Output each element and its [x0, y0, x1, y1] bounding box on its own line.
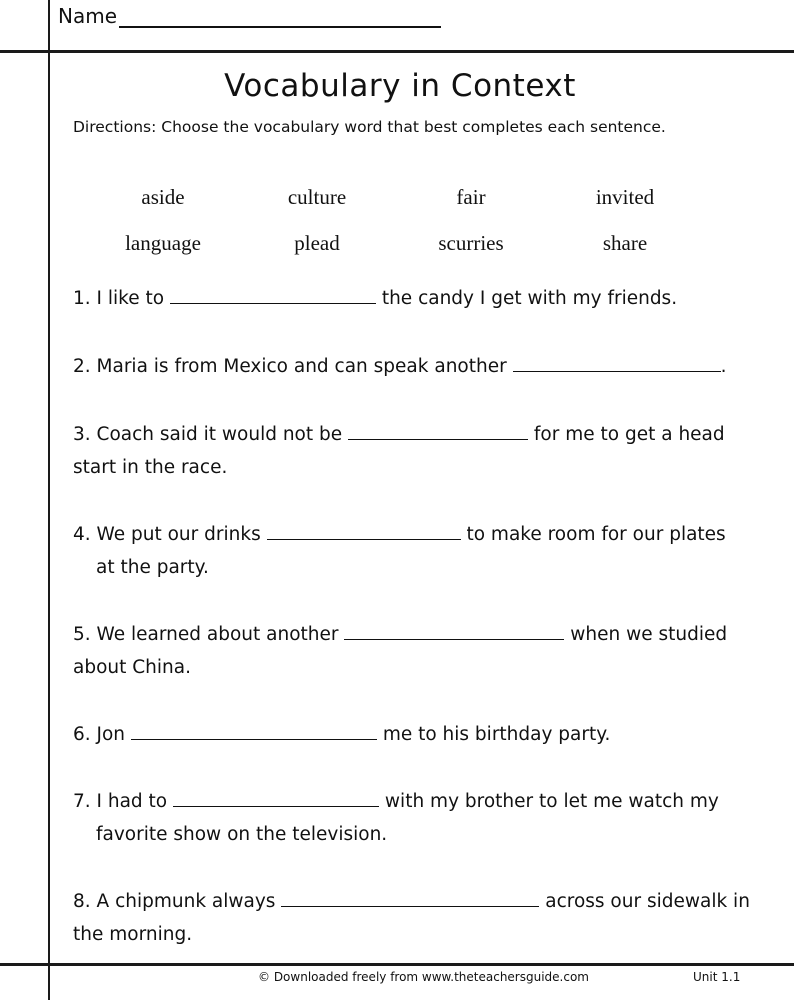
- word-bank-word: share: [602, 231, 648, 255]
- question-text: across our sidewalk in: [545, 891, 750, 912]
- question-1: [73, 282, 773, 315]
- question-text: the candy I get with my friends.: [381, 288, 678, 309]
- answer-blank[interactable]: [348, 420, 528, 440]
- directions: [73, 118, 693, 137]
- name-blank[interactable]: [119, 6, 441, 28]
- answer-blank[interactable]: [173, 787, 379, 807]
- word-bank-row: [86, 231, 706, 277]
- word-bank-row: [86, 185, 706, 231]
- answer-blank[interactable]: [267, 520, 461, 540]
- question-continuation: the morning.: [73, 924, 193, 945]
- answer-blank[interactable]: [281, 887, 539, 907]
- answer-blank[interactable]: [513, 352, 721, 372]
- word-bank-word: invited: [595, 185, 655, 209]
- question-continuation: about China.: [73, 657, 191, 678]
- word-bank-word: language: [125, 231, 201, 255]
- directions-text: Choose the vocabulary word that best completes each sentence.: [161, 118, 666, 136]
- header-rule: [0, 50, 794, 53]
- question-text: me to his birthday party.: [382, 724, 611, 745]
- question-text: 4. We put our drinks: [73, 524, 261, 545]
- word-bank-word: fair: [456, 185, 486, 209]
- question-text: for me to get a head: [533, 424, 725, 445]
- word-bank-word: aside: [141, 185, 185, 209]
- name-field: [58, 4, 441, 28]
- question-2: [73, 350, 773, 383]
- footer-unit: Unit 1.1: [693, 970, 741, 984]
- word-bank-word: scurries: [438, 231, 504, 255]
- margin-line: [48, 0, 50, 1000]
- question-3: [73, 418, 773, 484]
- question-text: when we studied: [570, 624, 728, 645]
- name-label: Name: [58, 4, 118, 28]
- question-text: 3. Coach said it would not be: [73, 424, 343, 445]
- question-text: 2. Maria is from Mexico and can speak another: [73, 356, 507, 377]
- question-text: with my brother to let me watch my: [384, 791, 719, 812]
- footer-source: © Downloaded freely from www.theteachersguide.com: [258, 970, 589, 984]
- answer-blank[interactable]: [170, 284, 376, 304]
- footer-rule: [0, 963, 794, 966]
- question-continuation: start in the race.: [73, 457, 228, 478]
- question-text: 8. A chipmunk always: [73, 891, 276, 912]
- directions-label: Directions:: [73, 118, 157, 136]
- question-text: 1. I like to: [73, 288, 165, 309]
- page-title: Vocabulary in Context: [224, 68, 576, 104]
- question-4: [73, 518, 773, 584]
- answer-blank[interactable]: [131, 720, 377, 740]
- question-8: [73, 885, 773, 951]
- word-bank-word: plead: [294, 231, 340, 255]
- question-5: [73, 618, 773, 684]
- question-continuation: favorite show on the television.: [96, 824, 388, 845]
- question-6: [73, 718, 773, 751]
- word-bank: [86, 185, 706, 277]
- question-text: to make room for our plates: [466, 524, 726, 545]
- question-text: 6. Jon: [73, 724, 126, 745]
- answer-blank[interactable]: [344, 620, 564, 640]
- question-7: [73, 785, 773, 851]
- question-text: 5. We learned about another: [73, 624, 339, 645]
- question-text: 7. I had to: [73, 791, 168, 812]
- word-bank-word: culture: [287, 185, 347, 209]
- question-text: .: [720, 356, 727, 377]
- question-continuation: at the party.: [96, 557, 209, 578]
